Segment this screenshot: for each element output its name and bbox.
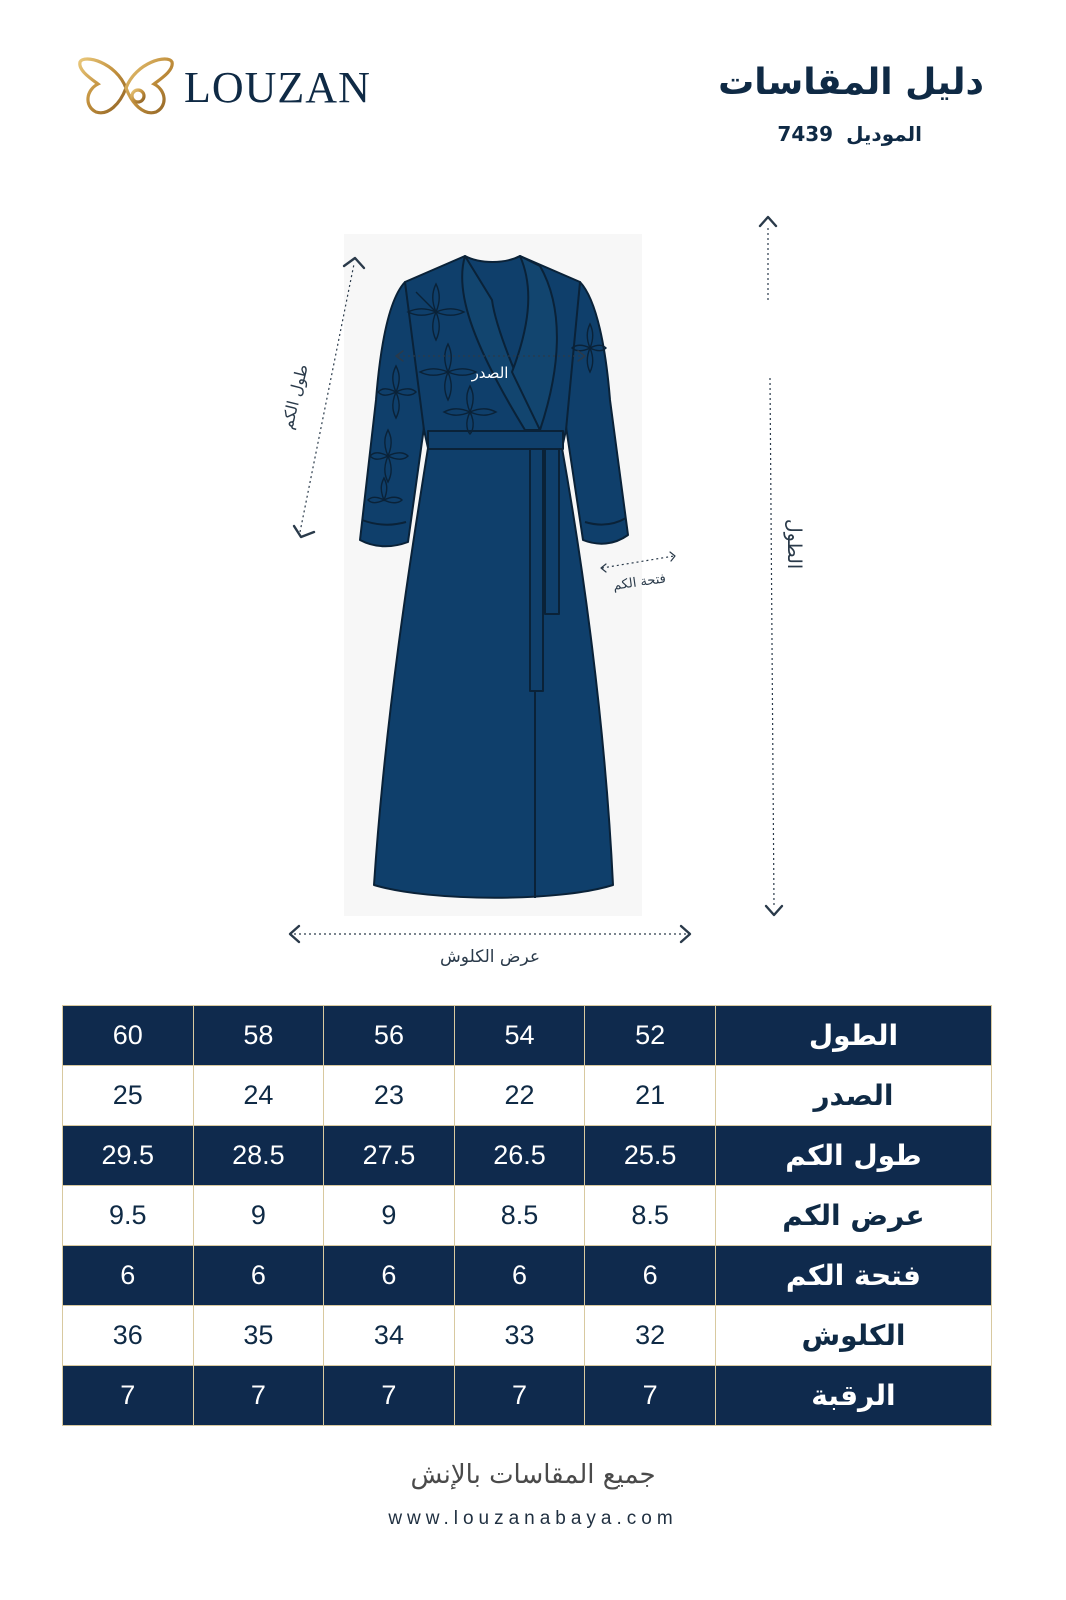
table-cell: 33 — [454, 1306, 585, 1366]
table-cell: 25 — [63, 1066, 194, 1126]
table-cell: 6 — [454, 1246, 585, 1306]
table-cell: 36 — [63, 1306, 194, 1366]
chevron-icon — [766, 906, 782, 915]
size-chart-body — [63, 1006, 992, 1426]
table-cell: 7 — [324, 1366, 455, 1426]
table-cell: 9 — [193, 1186, 324, 1246]
table-row-label: الكلوش — [715, 1306, 991, 1366]
table-row-label: فتحة الكم — [715, 1246, 991, 1306]
units-note: جميع المقاسات بالإنش — [410, 1460, 656, 1490]
model-number: 7439 — [777, 122, 834, 146]
table-cell: 22 — [454, 1066, 585, 1126]
label-hem-width: عرض الكلوش — [440, 947, 540, 967]
table-cell: 8.5 — [585, 1186, 716, 1246]
table-cell: 32 — [585, 1306, 716, 1366]
table-cell: 7 — [193, 1366, 324, 1426]
table-row — [63, 1246, 992, 1306]
table-cell: 52 — [585, 1006, 716, 1066]
page-title: دليل المقاسات — [718, 62, 984, 103]
table-cell: 23 — [324, 1066, 455, 1126]
model-line — [777, 122, 922, 146]
dress-illustration — [0, 190, 1066, 990]
table-row — [63, 1066, 992, 1126]
table-cell: 35 — [193, 1306, 324, 1366]
table-cell: 21 — [585, 1066, 716, 1126]
table-cell: 60 — [63, 1006, 194, 1066]
table-cell: 28.5 — [193, 1126, 324, 1186]
table-cell: 8.5 — [454, 1186, 585, 1246]
table-cell: 6 — [324, 1246, 455, 1306]
table-cell: 6 — [585, 1246, 716, 1306]
table-cell: 6 — [193, 1246, 324, 1306]
table-cell: 26.5 — [454, 1126, 585, 1186]
table-cell: 7 — [454, 1366, 585, 1426]
label-sleeve-opening: فتحة الكم — [612, 571, 667, 594]
table-cell: 54 — [454, 1006, 585, 1066]
table-cell: 58 — [193, 1006, 324, 1066]
table-row-label: عرض الكم — [715, 1186, 991, 1246]
table-cell: 34 — [324, 1306, 455, 1366]
table-cell: 7 — [63, 1366, 194, 1426]
table-cell: 6 — [63, 1246, 194, 1306]
table-cell: 27.5 — [324, 1126, 455, 1186]
table-cell: 9.5 — [63, 1186, 194, 1246]
table-row-label: الطول — [715, 1006, 991, 1066]
label-sleeve-length: طول الكم — [277, 362, 312, 432]
table-cell: 24 — [193, 1066, 324, 1126]
table-cell: 7 — [585, 1366, 716, 1426]
table-row — [63, 1306, 992, 1366]
butterfly-icon — [80, 59, 172, 113]
length-guide-bottom — [770, 378, 774, 906]
website-link[interactable]: www.louzanabaya.com — [388, 1508, 678, 1529]
chevron-icon — [760, 217, 776, 226]
table-cell: 9 — [324, 1186, 455, 1246]
table-row — [63, 1006, 992, 1066]
table-cell: 29.5 — [63, 1126, 194, 1186]
belt — [428, 431, 563, 449]
label-chest: الصدر — [471, 364, 509, 382]
table-row-label: الرقبة — [715, 1366, 991, 1426]
model-label: الموديل — [846, 122, 922, 146]
table-cell: 56 — [324, 1006, 455, 1066]
brand-wordmark: LOUZAN — [184, 63, 371, 112]
table-cell: 25.5 — [585, 1126, 716, 1186]
table-row — [63, 1126, 992, 1186]
belt-tail — [530, 449, 543, 691]
table-row-label: طول الكم — [715, 1126, 991, 1186]
label-length: الطول — [783, 518, 805, 570]
table-row — [63, 1186, 992, 1246]
size-chart-table — [62, 1005, 992, 1426]
chevron-icon — [294, 526, 314, 537]
table-row — [63, 1366, 992, 1426]
table-row-label: الصدر — [715, 1066, 991, 1126]
